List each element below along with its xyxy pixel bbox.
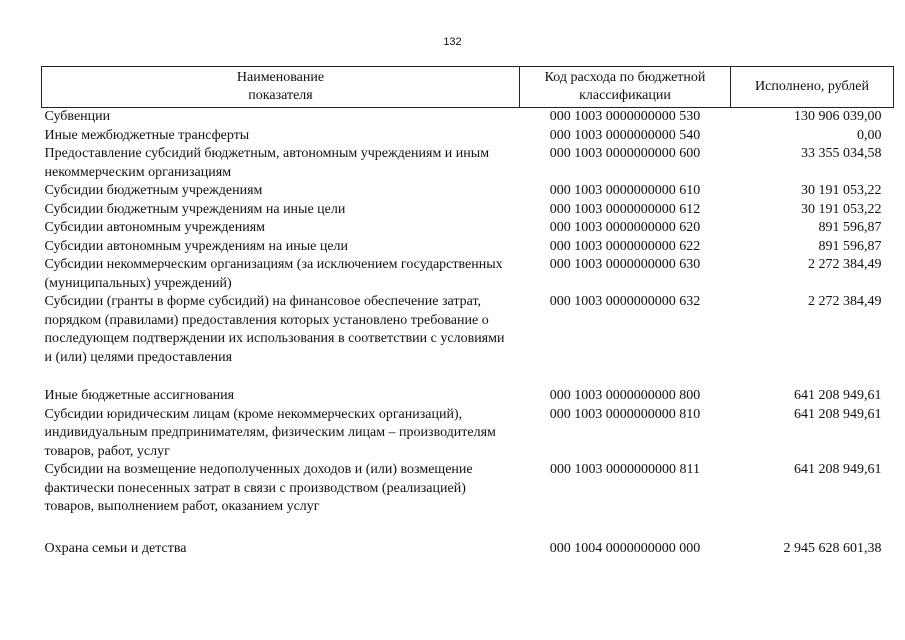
row-indicator-name: Предоставление субсидий бюджетным, автономным учреждениям и иным некоммерческим организациям — [44, 146, 490, 180]
budget-execution-table — [41, 66, 894, 558]
row-executed-amount: 891 596,87 — [818, 220, 882, 235]
table-row — [42, 182, 894, 201]
header-executed-amount: Исполнено, рублей — [731, 67, 894, 108]
row-indicator-name: Охрана семьи и детства — [44, 540, 187, 556]
row-executed-amount: 33 355 034,58 — [801, 146, 882, 161]
row-executed-amount: 641 208 949,61 — [794, 406, 882, 422]
table-header — [42, 67, 894, 108]
row-budget-code: 000 1003 0000000000 811 — [550, 462, 700, 477]
row-budget-code: 000 1003 0000000000 610 — [549, 183, 701, 198]
row-executed-amount: 641 208 949,61 — [794, 388, 882, 403]
header-indicator-name-line-2: показателя — [248, 88, 313, 103]
row-indicator-name: Субсидии (гранты в форме субсидий) на финансовое обеспечение затрат, порядком (правилами) предоставления которых установлено требование о последующем подтверждении их использования в соответствии с условиями и (или) целями предоставления — [44, 294, 505, 365]
row-indicator-name: Субсидии на возмещение недополученных доходов и (или) возмещение фактически понесенных затрат в связи с производством (реализацией) товаров, выполнением работ, оказанием услуг — [44, 462, 473, 514]
row-indicator-name: Субвенции — [44, 109, 111, 124]
table-row — [42, 367, 894, 406]
row-budget-code: 000 1003 0000000000 540 — [549, 127, 701, 143]
table-row — [42, 219, 894, 238]
row-budget-code: 000 1003 0000000000 600 — [549, 146, 701, 161]
table-row — [42, 461, 894, 517]
row-executed-amount: 891 596,87 — [818, 238, 882, 254]
header-budget-code-line-2: классификации — [579, 88, 671, 103]
row-budget-code: 000 1003 0000000000 810 — [549, 406, 701, 422]
row-indicator-name: Иные межбюджетные трансферты — [44, 127, 250, 143]
table-row — [42, 145, 894, 182]
table-body — [42, 108, 894, 559]
header-budget-code-line-1: Код расхода по бюджетной — [544, 70, 706, 85]
row-executed-amount: 30 191 053,22 — [801, 183, 882, 198]
table-row — [42, 238, 894, 257]
row-executed-amount: 30 191 053,22 — [801, 201, 882, 217]
row-budget-code: 000 1004 0000000000 000 — [549, 540, 701, 556]
row-budget-code: 000 1003 0000000000 632 — [549, 294, 701, 309]
row-executed-amount: 2 945 628 601,38 — [783, 540, 882, 556]
row-budget-code: 000 1003 0000000000 630 — [549, 257, 701, 272]
row-indicator-name: Субсидии некоммерческим организациям (за исключением государственных (муниципальных) учреждений) — [44, 257, 503, 291]
row-indicator-name: Субсидии автономным учреждениям на иные цели — [44, 238, 349, 254]
row-executed-amount: 2 272 384,49 — [808, 257, 882, 272]
table-row — [42, 201, 894, 220]
row-executed-amount: 641 208 949,61 — [794, 462, 882, 477]
row-budget-code: 000 1003 0000000000 612 — [549, 201, 701, 217]
row-indicator-name: Субсидии бюджетным учреждениям на иные цели — [44, 201, 346, 217]
row-budget-code: 000 1003 0000000000 530 — [549, 109, 701, 124]
table-row — [42, 517, 894, 559]
row-executed-amount: 0,00 — [857, 127, 882, 143]
row-executed-amount: 2 272 384,49 — [808, 294, 882, 309]
table-row — [42, 127, 894, 146]
table-row — [42, 108, 894, 127]
header-budget-code — [520, 67, 731, 108]
row-indicator-name: Субсидии бюджетным учреждениям — [44, 183, 263, 198]
header-indicator-name-line-1: Наименование — [236, 70, 325, 85]
row-executed-amount: 130 906 039,00 — [794, 109, 882, 124]
row-indicator-name: Иные бюджетные ассигнования — [44, 388, 235, 403]
header-row — [42, 67, 894, 108]
table-row — [42, 256, 894, 293]
row-indicator-name: Субсидии автономным учреждениям — [44, 220, 266, 235]
row-budget-code: 000 1003 0000000000 800 — [549, 388, 701, 403]
page-number: 132 — [443, 36, 462, 48]
table-row — [42, 293, 894, 367]
row-budget-code: 000 1003 0000000000 622 — [549, 238, 701, 254]
row-budget-code: 000 1003 0000000000 620 — [549, 220, 701, 235]
header-indicator-name — [42, 67, 520, 108]
row-indicator-name: Субсидии юридическим лицам (кроме некоммерческих организаций), индивидуальным предпринимателям, физическим лицам – производителям товаров, работ, услуг — [44, 406, 496, 459]
table-row — [42, 406, 894, 462]
